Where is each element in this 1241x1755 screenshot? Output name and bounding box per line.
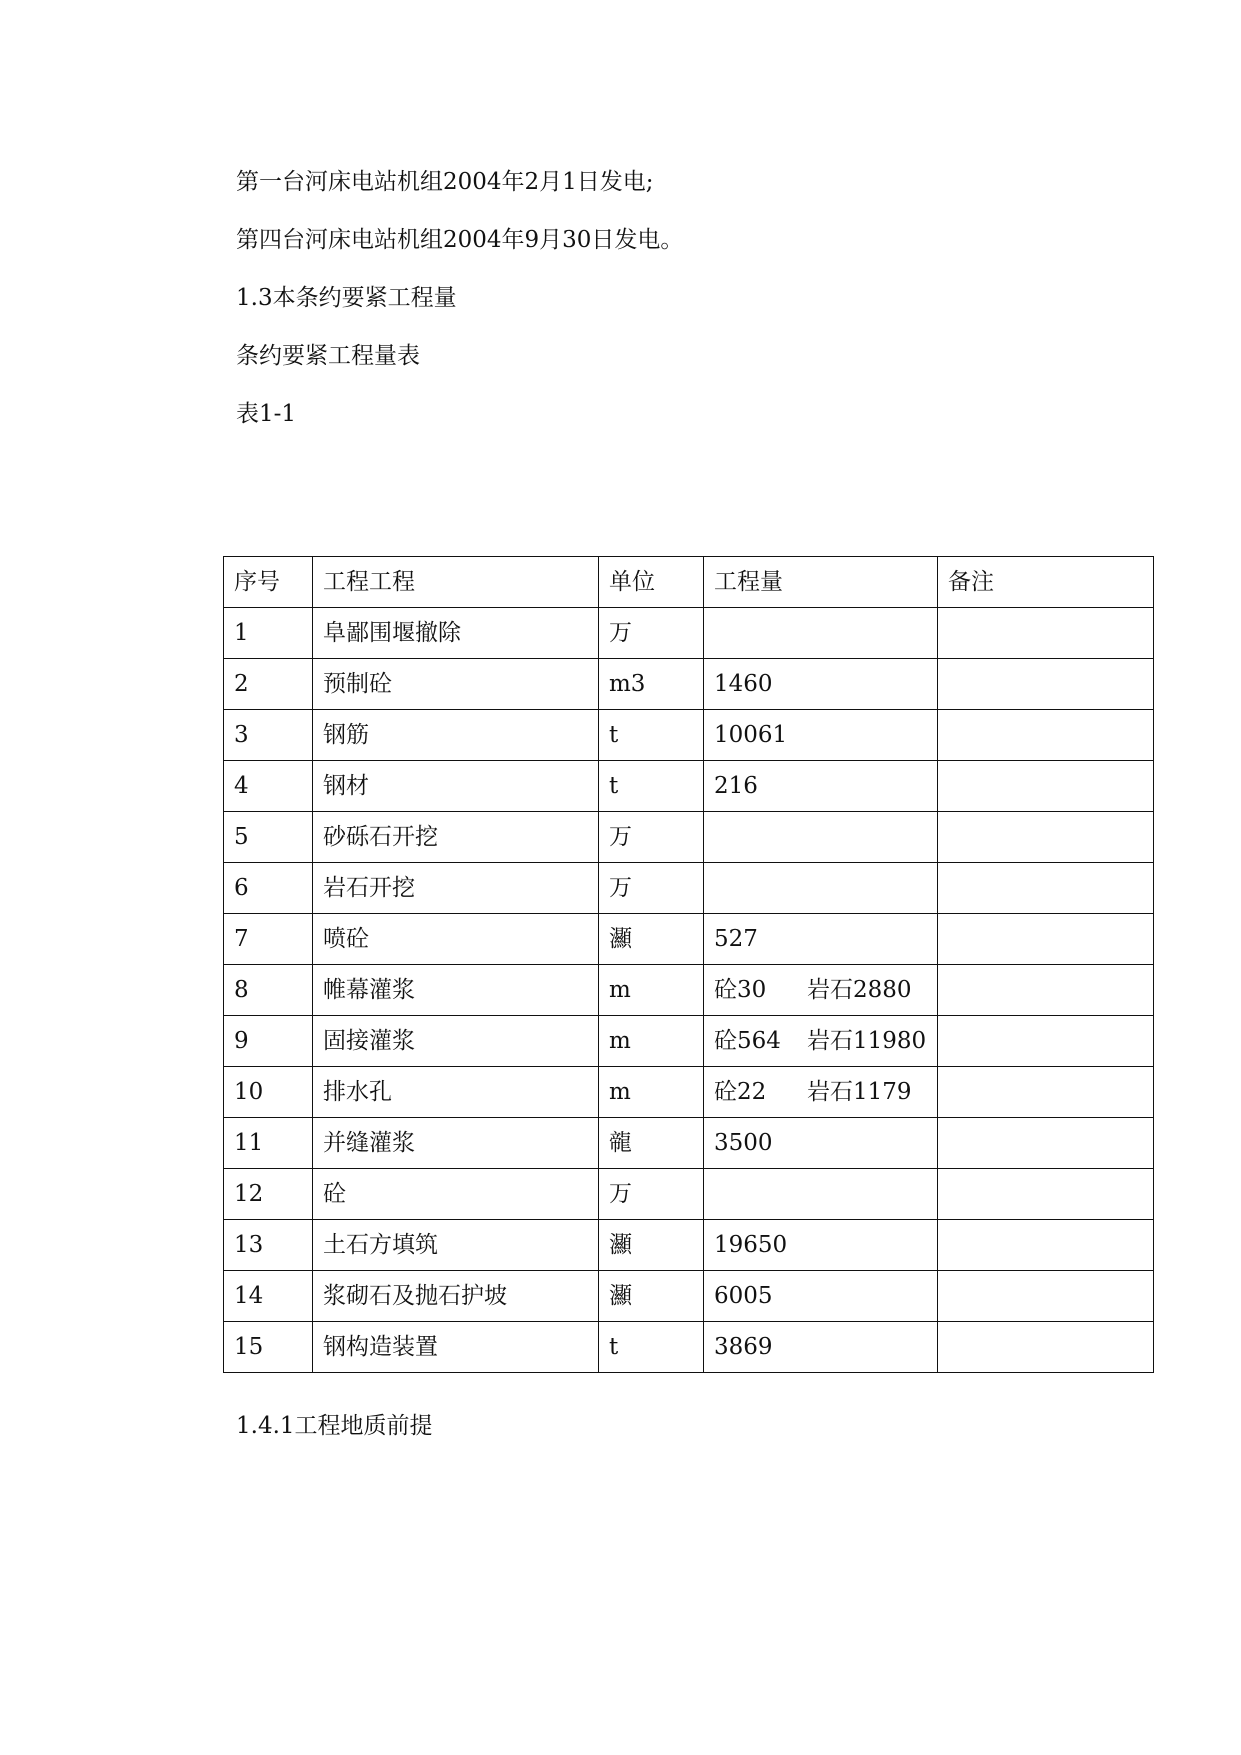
cell-quantity: 3869 <box>704 1322 938 1373</box>
cell-item: 排水孔 <box>313 1067 599 1118</box>
cell-quantity: 527 <box>704 914 938 965</box>
cell-no: 7 <box>224 914 313 965</box>
cell-note <box>938 914 1154 965</box>
cell-unit: 万 <box>599 608 704 659</box>
cell-no: 3 <box>224 710 313 761</box>
cell-item: 喷砼 <box>313 914 599 965</box>
cell-quantity: 19650 <box>704 1220 938 1271</box>
quantity-rock: 岩石1179 <box>807 1078 912 1105</box>
cell-item: 并缝灌浆 <box>313 1118 599 1169</box>
cell-unit: m <box>599 1067 704 1118</box>
header-cell-quantity: 工程量 <box>704 557 938 608</box>
table-row <box>224 1322 1154 1373</box>
cell-item: 砼 <box>313 1169 599 1220</box>
table-row <box>224 1169 1154 1220</box>
cell-unit: m <box>599 965 704 1016</box>
table-number: 表1-1 <box>236 401 297 427</box>
header-cell-no: 序号 <box>224 557 313 608</box>
table-caption: 条约要紧工程量表 <box>236 343 420 369</box>
paragraph-fourth-unit-power: 第四台河床电站机组2004年9月30日发电。 <box>236 227 684 253</box>
quantities-table-body <box>224 557 1154 1373</box>
cell-note <box>938 1322 1154 1373</box>
cell-item: 砂砾石开挖 <box>313 812 599 863</box>
cell-unit: t <box>599 710 704 761</box>
cell-quantity <box>704 1169 938 1220</box>
cell-note <box>938 1016 1154 1067</box>
table-row <box>224 1118 1154 1169</box>
cell-unit: 㡣 <box>599 1118 704 1169</box>
cell-no: 9 <box>224 1016 313 1067</box>
cell-no: 4 <box>224 761 313 812</box>
cell-item: 浆砌石及抛石护坡 <box>313 1271 599 1322</box>
cell-quantity: 6005 <box>704 1271 938 1322</box>
cell-unit: 灦 <box>599 914 704 965</box>
cell-no: 14 <box>224 1271 313 1322</box>
cell-item: 土石方填筑 <box>313 1220 599 1271</box>
cell-unit: 万 <box>599 863 704 914</box>
table-row <box>224 659 1154 710</box>
cell-quantity <box>704 1067 938 1118</box>
cell-note <box>938 1271 1154 1322</box>
quantity-split <box>714 975 937 1005</box>
cell-note <box>938 965 1154 1016</box>
cell-quantity: 216 <box>704 761 938 812</box>
cell-quantity <box>704 1016 938 1067</box>
cell-note <box>938 1169 1154 1220</box>
table-row <box>224 761 1154 812</box>
cell-unit: 万 <box>599 812 704 863</box>
cell-note <box>938 1220 1154 1271</box>
table-row <box>224 863 1154 914</box>
cell-item: 预制砼 <box>313 659 599 710</box>
header-cell-item: 工程工程 <box>313 557 599 608</box>
quantity-concrete: 砼564 <box>714 1028 781 1054</box>
cell-note <box>938 710 1154 761</box>
table-row <box>224 608 1154 659</box>
table-row <box>224 1067 1154 1118</box>
cell-no: 15 <box>224 1322 313 1373</box>
header-cell-note: 备注 <box>938 557 1154 608</box>
paragraph-first-unit-power: 第一台河床电站机组2004年2月1日发电; <box>236 169 654 195</box>
cell-no: 10 <box>224 1067 313 1118</box>
cell-unit: t <box>599 761 704 812</box>
cell-unit: m3 <box>599 659 704 710</box>
cell-no: 13 <box>224 1220 313 1271</box>
cell-item: 固接灌浆 <box>313 1016 599 1067</box>
cell-item: 钢构造装置 <box>313 1322 599 1373</box>
table-row <box>224 1271 1154 1322</box>
cell-unit: 灦 <box>599 1220 704 1271</box>
cell-no: 5 <box>224 812 313 863</box>
cell-unit: 灦 <box>599 1271 704 1322</box>
cell-no: 11 <box>224 1118 313 1169</box>
section-heading-geology: 1.4.1工程地质前提 <box>236 1413 433 1439</box>
quantities-table <box>223 556 1154 1373</box>
table-row <box>224 812 1154 863</box>
cell-quantity: 3500 <box>704 1118 938 1169</box>
cell-no: 12 <box>224 1169 313 1220</box>
table-row <box>224 1016 1154 1067</box>
cell-quantity <box>704 608 938 659</box>
cell-note <box>938 863 1154 914</box>
cell-item: 岩石开挖 <box>313 863 599 914</box>
cell-no: 2 <box>224 659 313 710</box>
cell-note <box>938 761 1154 812</box>
table-row <box>224 710 1154 761</box>
cell-unit: m <box>599 1016 704 1067</box>
cell-no: 8 <box>224 965 313 1016</box>
cell-no: 6 <box>224 863 313 914</box>
cell-unit: 万 <box>599 1169 704 1220</box>
cell-note <box>938 608 1154 659</box>
quantity-concrete: 砼30 <box>714 977 767 1003</box>
cell-item: 钢材 <box>313 761 599 812</box>
quantity-rock: 岩石2880 <box>807 976 912 1003</box>
cell-item: 阜鄙围堰撤除 <box>313 608 599 659</box>
cell-quantity <box>704 863 938 914</box>
quantity-concrete: 砼22 <box>714 1079 767 1105</box>
cell-note <box>938 1067 1154 1118</box>
cell-note <box>938 659 1154 710</box>
cell-quantity <box>704 965 938 1016</box>
cell-quantity: 1460 <box>704 659 938 710</box>
table-row <box>224 965 1154 1016</box>
cell-item: 帷幕灌浆 <box>313 965 599 1016</box>
table-row <box>224 914 1154 965</box>
quantity-rock: 岩石11980 <box>807 1027 927 1054</box>
cell-no: 1 <box>224 608 313 659</box>
cell-quantity: 10061 <box>704 710 938 761</box>
cell-unit: t <box>599 1322 704 1373</box>
cell-quantity <box>704 812 938 863</box>
header-cell-unit: 单位 <box>599 557 704 608</box>
table-header-row <box>224 557 1154 608</box>
section-heading-quantities: 1.3本条约要紧工程量 <box>236 285 457 311</box>
cell-item: 钢筋 <box>313 710 599 761</box>
quantity-split <box>714 1077 937 1107</box>
table-row <box>224 1220 1154 1271</box>
cell-note <box>938 812 1154 863</box>
quantity-split <box>714 1026 937 1056</box>
cell-note <box>938 1118 1154 1169</box>
